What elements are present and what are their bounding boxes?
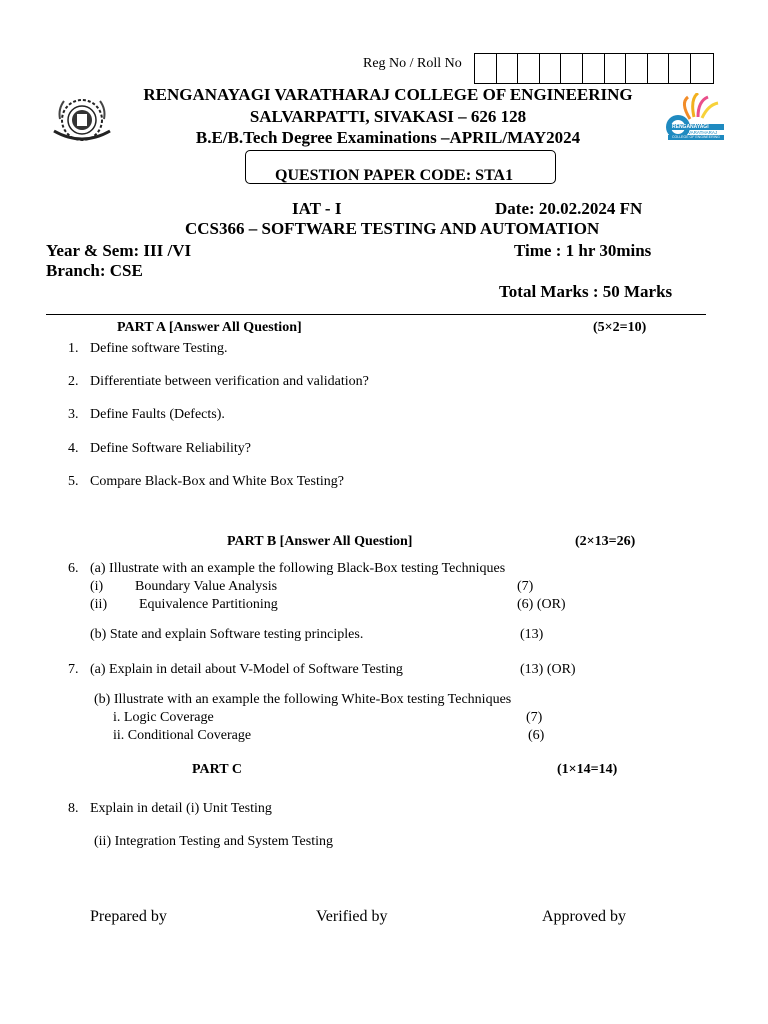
logo-text-3: COLLEGE OF ENGINEERING	[672, 135, 720, 139]
part-c-title: PART C	[192, 762, 242, 777]
question-text: (ii) Integration Testing and System Testing	[94, 834, 333, 849]
exam-title: B.E/B.Tech Degree Examinations –APRIL/MAY2024	[195, 128, 581, 147]
question-number: 3.	[68, 407, 79, 422]
sub-question-text: i. Logic Coverage	[113, 710, 214, 725]
sub-question-number: (i)	[90, 579, 104, 594]
branch: Branch: CSE	[46, 261, 143, 280]
sub-question-text: ii. Conditional Coverage	[113, 728, 252, 743]
college-name: RENGANAYAGI VARATHARAJ COLLEGE OF ENGINEERING	[143, 85, 633, 104]
question-number: 2.	[68, 374, 79, 389]
sub-question-marks: (6) (OR)	[517, 597, 566, 612]
question-text: (a) Explain in detail about V-Model of Software Testing	[90, 662, 403, 677]
question-number: 4.	[68, 441, 79, 456]
reg-box	[497, 54, 519, 83]
reg-box	[561, 54, 583, 83]
question-text: Define software Testing.	[90, 341, 228, 356]
sub-question-text: Boundary Value Analysis	[135, 579, 278, 594]
sub-question-number: (ii)	[90, 597, 108, 612]
part-a-marks: (5×2=10)	[593, 320, 647, 335]
question-text: Compare Black-Box and White Box Testing?	[90, 474, 344, 489]
reg-box	[648, 54, 670, 83]
prepared-by: Prepared by	[90, 908, 167, 925]
reg-box	[626, 54, 648, 83]
question-text: (b) Illustrate with an example the following White-Box testing Techniques	[94, 692, 512, 707]
reg-box	[691, 54, 713, 83]
question-number: 5.	[68, 474, 79, 489]
total-marks: Total Marks : 50 Marks	[499, 282, 673, 301]
approved-by: Approved by	[542, 908, 626, 925]
sub-question-text: Equivalence Partitioning	[139, 597, 278, 612]
question-text: (a) Illustrate with an example the following Black-Box testing Techniques	[90, 561, 506, 576]
question-number: 8.	[68, 801, 79, 816]
sub-question-marks: (6)	[528, 728, 545, 743]
part-b-title: PART B [Answer All Question]	[227, 534, 413, 549]
logo-text-1: RENGANAYAGI	[672, 124, 709, 130]
reg-box	[518, 54, 540, 83]
question-number: 1.	[68, 341, 79, 356]
question-text: Define Software Reliability?	[90, 441, 251, 456]
question-number: 7.	[68, 662, 79, 677]
reg-box	[583, 54, 605, 83]
sub-question-marks: (7)	[517, 579, 534, 594]
question-marks: (13)	[520, 627, 544, 642]
part-c-marks: (1×14=14)	[557, 762, 618, 777]
logo-text-2: VARATHARAJ	[688, 130, 718, 135]
part-b-marks: (2×13=26)	[575, 534, 636, 549]
reg-box	[540, 54, 562, 83]
question-number: 6.	[68, 561, 79, 576]
sub-question-marks: (7)	[526, 710, 543, 725]
test-name: IAT - I	[292, 199, 342, 218]
course-title: CCS366 – SOFTWARE TESTING AND AUTOMATION	[185, 219, 600, 238]
college-address: SALVARPATTI, SIVAKASI – 626 128	[249, 107, 527, 126]
reg-box	[475, 54, 497, 83]
question-text: Explain in detail (i) Unit Testing	[90, 801, 272, 816]
question-marks: (13) (OR)	[520, 662, 576, 677]
verified-by: Verified by	[316, 908, 388, 925]
exam-date: Date: 20.02.2024 FN	[495, 199, 643, 218]
reg-box	[669, 54, 691, 83]
year-sem: Year & Sem: III /VI	[46, 241, 192, 260]
question-text: Define Faults (Defects).	[90, 407, 225, 422]
reg-no-label: Reg No / Roll No	[363, 56, 462, 71]
reg-no-boxes	[474, 53, 714, 84]
reg-box	[605, 54, 627, 83]
question-text: (b) State and explain Software testing principles.	[90, 627, 364, 642]
exam-time: Time : 1 hr 30mins	[514, 241, 652, 260]
header-divider	[46, 314, 706, 315]
question-text: Differentiate between verification and validation?	[90, 374, 369, 389]
paper-code: QUESTION PAPER CODE: STA1	[275, 167, 514, 184]
part-a-title: PART A [Answer All Question]	[117, 320, 302, 335]
